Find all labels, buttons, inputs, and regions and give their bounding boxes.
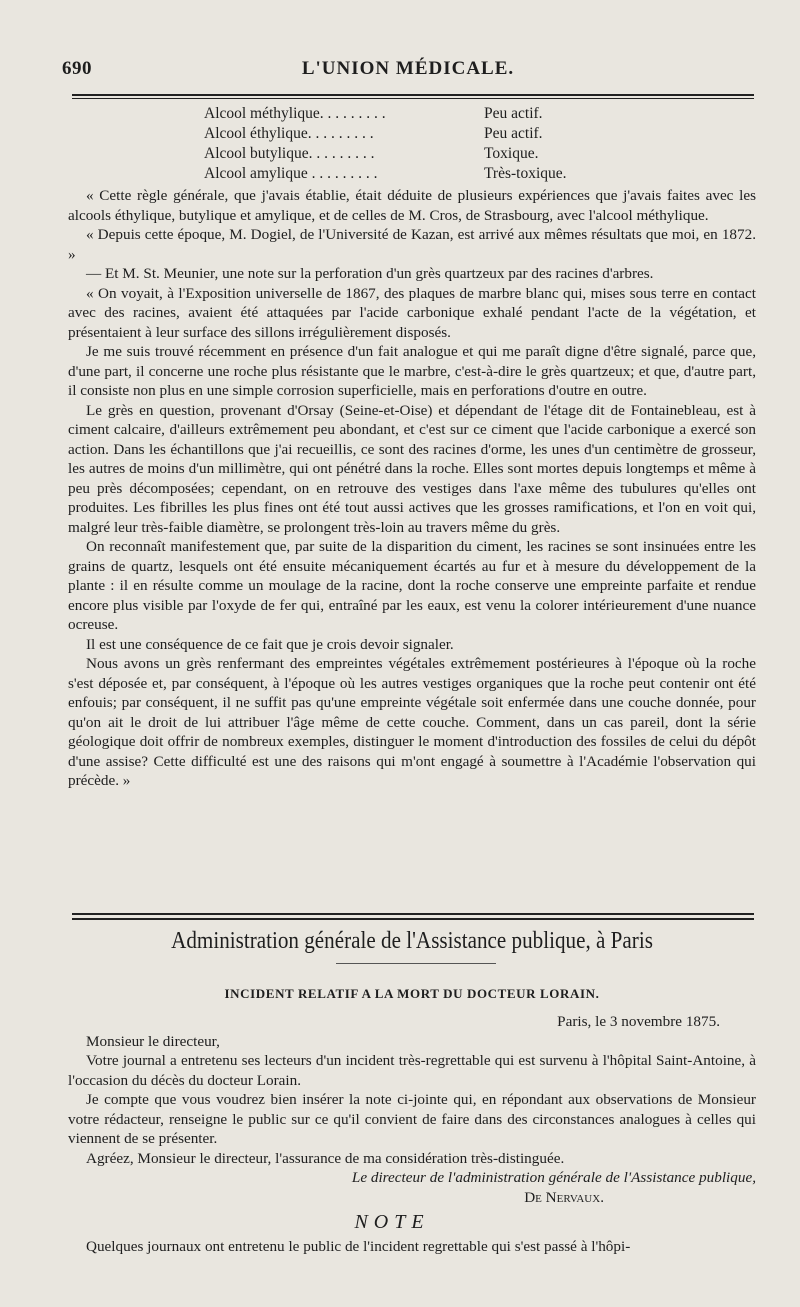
header-rule	[72, 94, 754, 96]
signature-title: Le directeur de l'administration générale de l'Assistance publique,	[351, 1169, 756, 1186]
alcohol-effect: Toxique.	[484, 145, 539, 162]
incident-title: INCIDENT RELATIF A LA MORT DU DOCTEUR LORAIN.	[224, 986, 600, 1001]
alcohol-name: Alcool éthylique. . . . . . . . .	[204, 125, 374, 142]
body-paragraph: « On voyait, à l'Exposition universelle de 1867, des plaques de marbre blanc qui, mises sous terre en contact avec des racines, avaient été attaquées par l'acide carbonique exhalé pendant l'acte de la végétation, et présentaient à leur surface des sillons irrégulièrement disposés.	[68, 284, 756, 341]
alcohol-effect: Très-toxique.	[484, 165, 567, 182]
body-paragraph: — Et M. St. Meunier, une note sur la perforation d'un grès quartzeux par des racines d'arbres.	[86, 265, 654, 282]
alcohol-row	[204, 144, 624, 164]
article-body	[68, 186, 756, 791]
signature-name: De Nervaux.	[524, 1188, 604, 1206]
section-divider	[72, 913, 754, 915]
header-rule-thin	[72, 98, 754, 99]
alcohol-effect: Peu actif.	[484, 125, 543, 142]
letter-place-date: Paris, le 3 novembre 1875.	[557, 1013, 720, 1030]
page-header	[60, 56, 756, 92]
section-divider-second	[72, 918, 754, 920]
alcohol-effect: Peu actif.	[484, 105, 543, 122]
alcohol-row	[204, 124, 624, 144]
running-title: L'UNION MÉDICALE.	[301, 58, 515, 79]
body-paragraph: « Cette règle générale, que j'avais établie, était déduite de plusieurs expériences que j'avais faites avec les alcools éthylique, butylique et amylique, et de celles de M. Cros, de Strasbourg, avec l'alcool méthylique.	[68, 187, 756, 224]
letter-paragraph: Agréez, Monsieur le directeur, l'assurance de ma considération très-distinguée.	[86, 1149, 565, 1167]
alcohol-name: Alcool méthylique. . . . . . . . .	[204, 105, 386, 122]
body-paragraph: Il est une conséquence de ce fait que je crois devoir signaler.	[86, 635, 454, 653]
alcohol-toxicity-list	[204, 104, 624, 184]
alcohol-name: Alcool butylique. . . . . . . . .	[204, 145, 375, 162]
alcohol-row	[204, 104, 624, 124]
body-paragraph: Nous avons un grès renfermant des empreintes végétales extrêmement postérieures à l'époque où la roche s'est déposée et, par conséquent, à l'époque où les autres vestiges organiques que la roche peut contenir ont été enfouis; par conséquent, il ne suffit pas qu'une empreinte végétale soit enfermée dans une couche donnée, pour qu'on ait le droit de lui attribuer l'âge même de cette couche. Comment, dans un cas pareil, dont la série géologique doit offrir de nombreux exemples, distinguer le moment d'introduction des fossiles de celui du dépôt d'une assise? Cette difficulté est une des raisons qui m'ont engagé à soumettre à l'Académie l'observation qui précède. »	[68, 655, 756, 789]
letter-salutation: Monsieur le directeur,	[86, 1032, 220, 1050]
body-paragraph: Je me suis trouvé récemment en présence d'un fait analogue et qui me paraît digne d'être signalé, parce que, d'une part, il concerne une roche plus résistante que le marbre, c'est-à-dire le grès quartzeux; et que, d'autre part, il consiste non plus en une simple corrosion superficielle, mais en perforations d'outre en outre.	[68, 343, 756, 399]
section-title: Administration générale de l'Assistance publique, à Paris	[171, 928, 653, 954]
body-paragraph: On reconnaît manifestement que, par suite de la disparition du ciment, les racines se sont insinuées entre les grains de quartz, lesquels ont été ensuite mécaniquement écartés au fur et à mesure du développement de la plante : il en résulte comme un moulage de la racine, dont la roche conserve une empreinte parfaite et rendue encore plus visible par l'oxyde de fer qui, entraîné par les eaux, est venu la colorer intérieurement d'une nuance ocreuse.	[68, 538, 756, 633]
note-first-line: Quelques journaux ont entretenu le public de l'incident regrettable qui s'est passé à l'hôpi-	[86, 1237, 631, 1255]
body-paragraph: « Depuis cette époque, M. Dogiel, de l'Université de Kazan, est arrivé aux mêmes résultats que moi, en 1872. »	[68, 226, 756, 263]
alcohol-row	[204, 164, 624, 184]
letter-paragraph: Votre journal a entretenu ses lecteurs d'un incident très-regrettable qui est survenu à l'hôpital Saint-Antoine, à l'occasion du décès du docteur Lorain.	[68, 1052, 756, 1089]
note-title: NOTE	[354, 1211, 430, 1233]
body-paragraph: Le grès en question, provenant d'Orsay (Seine-et-Oise) et dépendant de l'étage dit de Fontainebleau, est à ciment calcaire, d'ailleurs extrêmement peu abondant, et c'est sur ce ciment que l'acide carbonique a exercé son action. Dans les échantillons que j'ai recueillis, ce sont des racines d'orme, les unes d'un centimètre de grosseur, les autres de moins d'un millimètre, qui ont pénétré dans la roche. Elles sont mortes depuis longtemps et même à peu près décomposées; cependant, on en retrouve des vestiges dans l'axe même des tubulures qu'elles ont produites. Les fibrilles les plus fines ont été tout aussi actives que les grosses ramifications, et l'on en voit qui, malgré leur très-faible diamètre, se prolongent très-loin au travers même du grès.	[68, 401, 756, 536]
letter-paragraph: Je compte que vous voudrez bien insérer la note ci-jointe qui, en répondant aux observations de Monsieur votre rédacteur, renseigne le public sur ce qu'il convient de faire dans des circonstances analogues à celles qui viennent de se présenter.	[68, 1091, 756, 1147]
alcohol-name: Alcool amylique . . . . . . . . .	[204, 165, 378, 182]
page-number: 690	[62, 58, 92, 79]
letter-body	[68, 1012, 756, 1256]
title-underline	[336, 963, 496, 964]
